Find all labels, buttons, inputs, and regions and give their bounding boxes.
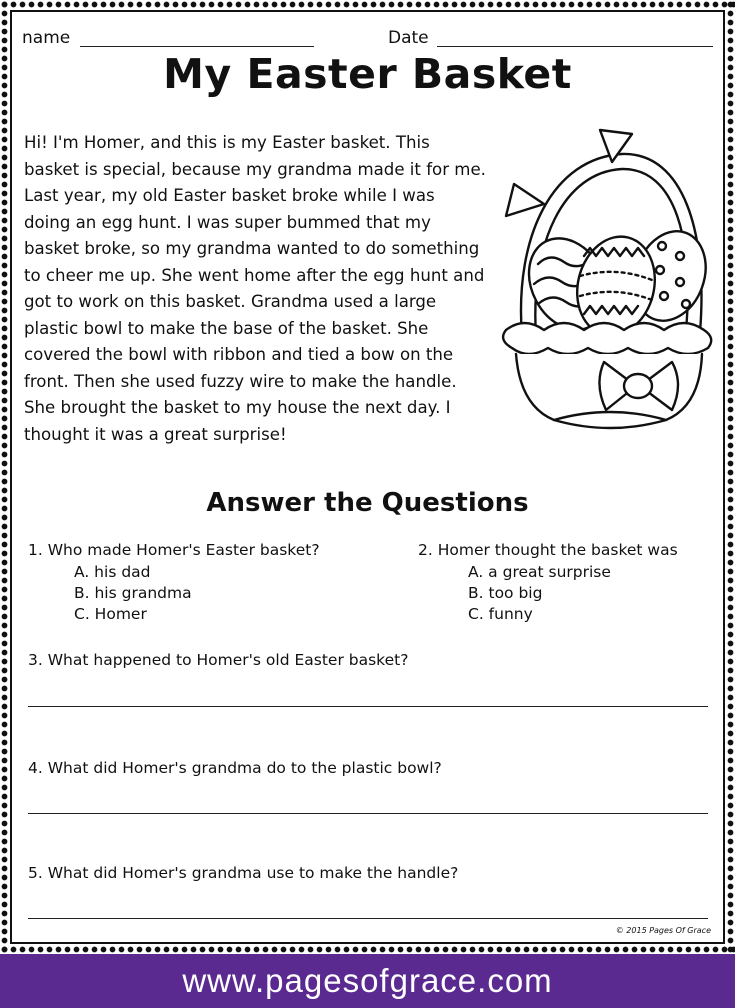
- q2-option-c[interactable]: C. funny: [468, 605, 533, 623]
- question-5: 5. What did Homer's grandma use to make the handle?: [28, 864, 459, 882]
- question-3: 3. What happened to Homer's old Easter basket?: [28, 651, 409, 669]
- q1-option-a[interactable]: A. his dad: [74, 563, 151, 581]
- date-label: Date: [388, 28, 429, 48]
- website-banner[interactable]: www.pagesofgrace.com: [0, 954, 735, 1008]
- story-text: Hi! I'm Homer, and this is my Easter basket. This basket is special, because my grandma made it for me. Last year, my old Easter basket broke while I was doing an egg hunt. I was super bummed that my basket broke, so my grandma wanted to do something to cheer me up. She went home after the egg hunt and got to work on this basket. Grandma used a large plastic bowl to make the base of the basket. She covered the bowl with ribbon and tied a bow on the front. Then she used fuzzy wire to make the handle. She brought the basket to my house the next day. I thought it was a great surprise!: [24, 133, 486, 444]
- name-label: name: [22, 28, 71, 48]
- q1-option-c[interactable]: C. Homer: [74, 605, 147, 623]
- question-2: 2. Homer thought the basket was: [418, 541, 678, 559]
- q1-option-b[interactable]: B. his grandma: [74, 584, 192, 602]
- answer-line-3[interactable]: [28, 706, 708, 707]
- answer-line-4[interactable]: [28, 813, 708, 814]
- name-line[interactable]: [80, 46, 314, 47]
- date-line[interactable]: [437, 46, 713, 47]
- questions-heading: Answer the Questions: [206, 488, 529, 518]
- q2-option-a[interactable]: A. a great surprise: [468, 563, 611, 581]
- page-title: My Easter Basket: [163, 50, 572, 98]
- question-1: 1. Who made Homer's Easter basket?: [28, 541, 320, 559]
- easter-basket-illustration: [494, 124, 722, 434]
- question-4: 4. What did Homer's grandma do to the plastic bowl?: [28, 759, 442, 777]
- copyright-text: © 2015 Pages Of Grace: [615, 926, 711, 935]
- story-section: [24, 130, 714, 448]
- q2-option-b[interactable]: B. too big: [468, 584, 543, 602]
- answer-line-5[interactable]: [28, 918, 708, 919]
